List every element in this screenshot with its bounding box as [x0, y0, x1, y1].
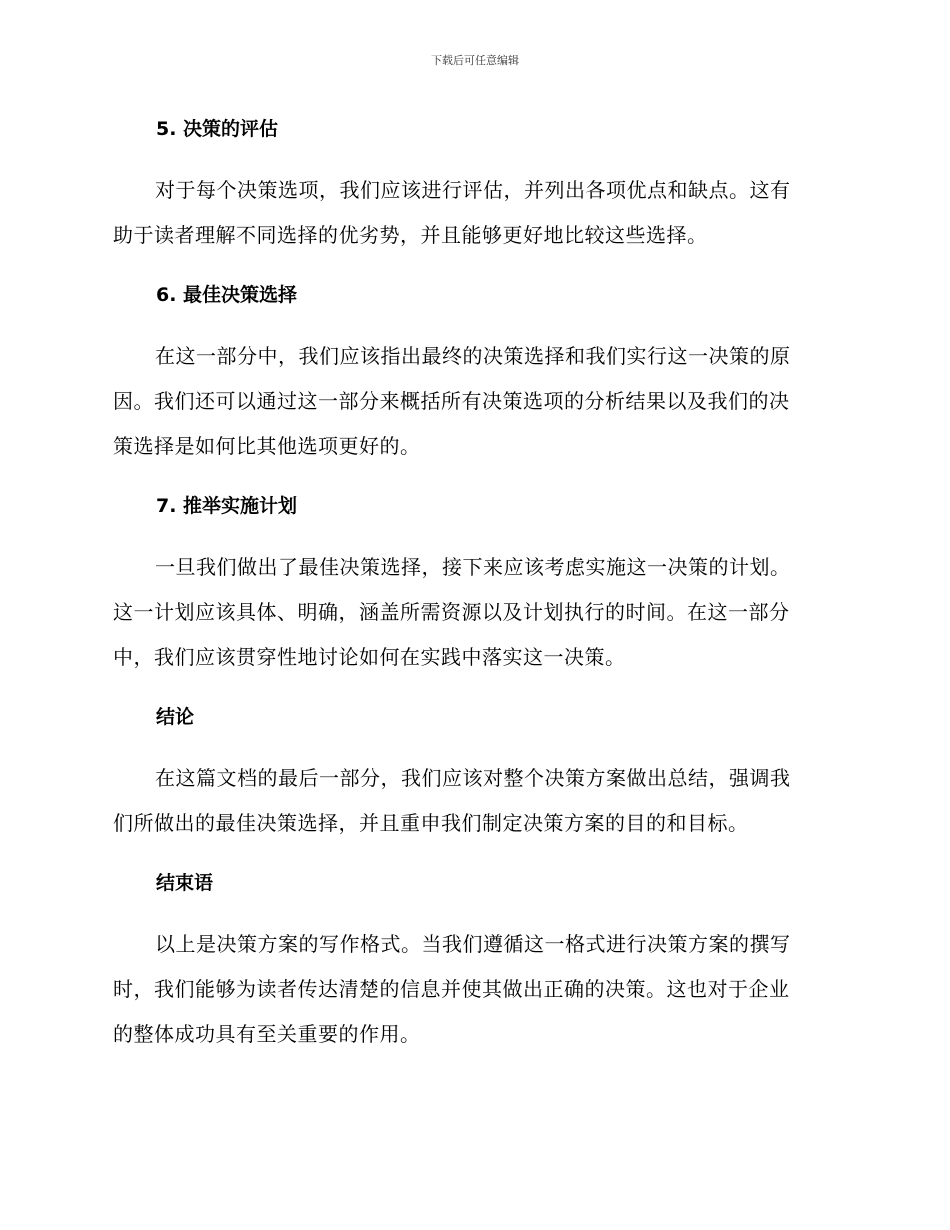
section-implementation-plan — [113, 487, 830, 680]
section-heading: 7. 推举实施计划 — [156, 495, 298, 517]
document-body — [113, 110, 830, 1075]
section-paragraph — [113, 922, 830, 1057]
paragraph-line: 时，我们能够为读者传达清楚的信息并使其做出正确的决策。这也对于企业 — [113, 977, 790, 1001]
paragraph-line: 助于读者理解不同选择的优劣势，并且能够更好地比较这些选择。 — [113, 223, 708, 247]
section-paragraph — [113, 545, 830, 680]
section-heading: 6. 最佳决策选择 — [156, 284, 298, 306]
section-conclusion — [113, 698, 830, 846]
paragraph-line: 的整体成功具有至关重要的作用。 — [113, 1022, 421, 1046]
paragraph-line: 一旦我们做出了最佳决策选择，接下来应该考虑实施这一决策的计划。 — [155, 555, 791, 579]
paragraph-line: 们所做出的最佳决策选择，并且重申我们制定决策方案的目的和目标。 — [113, 811, 749, 835]
section-heading: 5. 决策的评估 — [156, 118, 279, 140]
paragraph-line: 在这篇文档的最后一部分，我们应该对整个决策方案做出总结，强调我 — [155, 766, 791, 790]
section-heading: 结束语 — [156, 872, 214, 894]
paragraph-line: 这一计划应该具体、明确，涵盖所需资源以及计划执行的时间。在这一部分 — [113, 600, 790, 624]
section-paragraph — [113, 334, 830, 469]
section-paragraph — [113, 756, 830, 846]
paragraph-line: 对于每个决策选项，我们应该进行评估，并列出各项优点和缺点。这有 — [155, 178, 791, 202]
page-header: 下载后可任意编辑 — [431, 54, 519, 67]
paragraph-line: 以上是决策方案的写作格式。当我们遵循这一格式进行决策方案的撰写 — [155, 932, 791, 956]
section-paragraph — [113, 168, 830, 258]
paragraph-line: 在这一部分中，我们应该指出最终的决策选择和我们实行这一决策的原 — [155, 344, 791, 368]
section-closing-remarks — [113, 864, 830, 1057]
paragraph-line: 因。我们还可以通过这一部分来概括所有决策选项的分析结果以及我们的决 — [113, 389, 790, 413]
section-evaluation — [113, 110, 830, 258]
paragraph-line: 中，我们应该贯穿性地讨论如何在实践中落实这一决策。 — [113, 645, 626, 669]
section-best-choice — [113, 276, 830, 469]
paragraph-line: 策选择是如何比其他选项更好的。 — [113, 434, 421, 458]
section-heading: 结论 — [156, 706, 195, 728]
